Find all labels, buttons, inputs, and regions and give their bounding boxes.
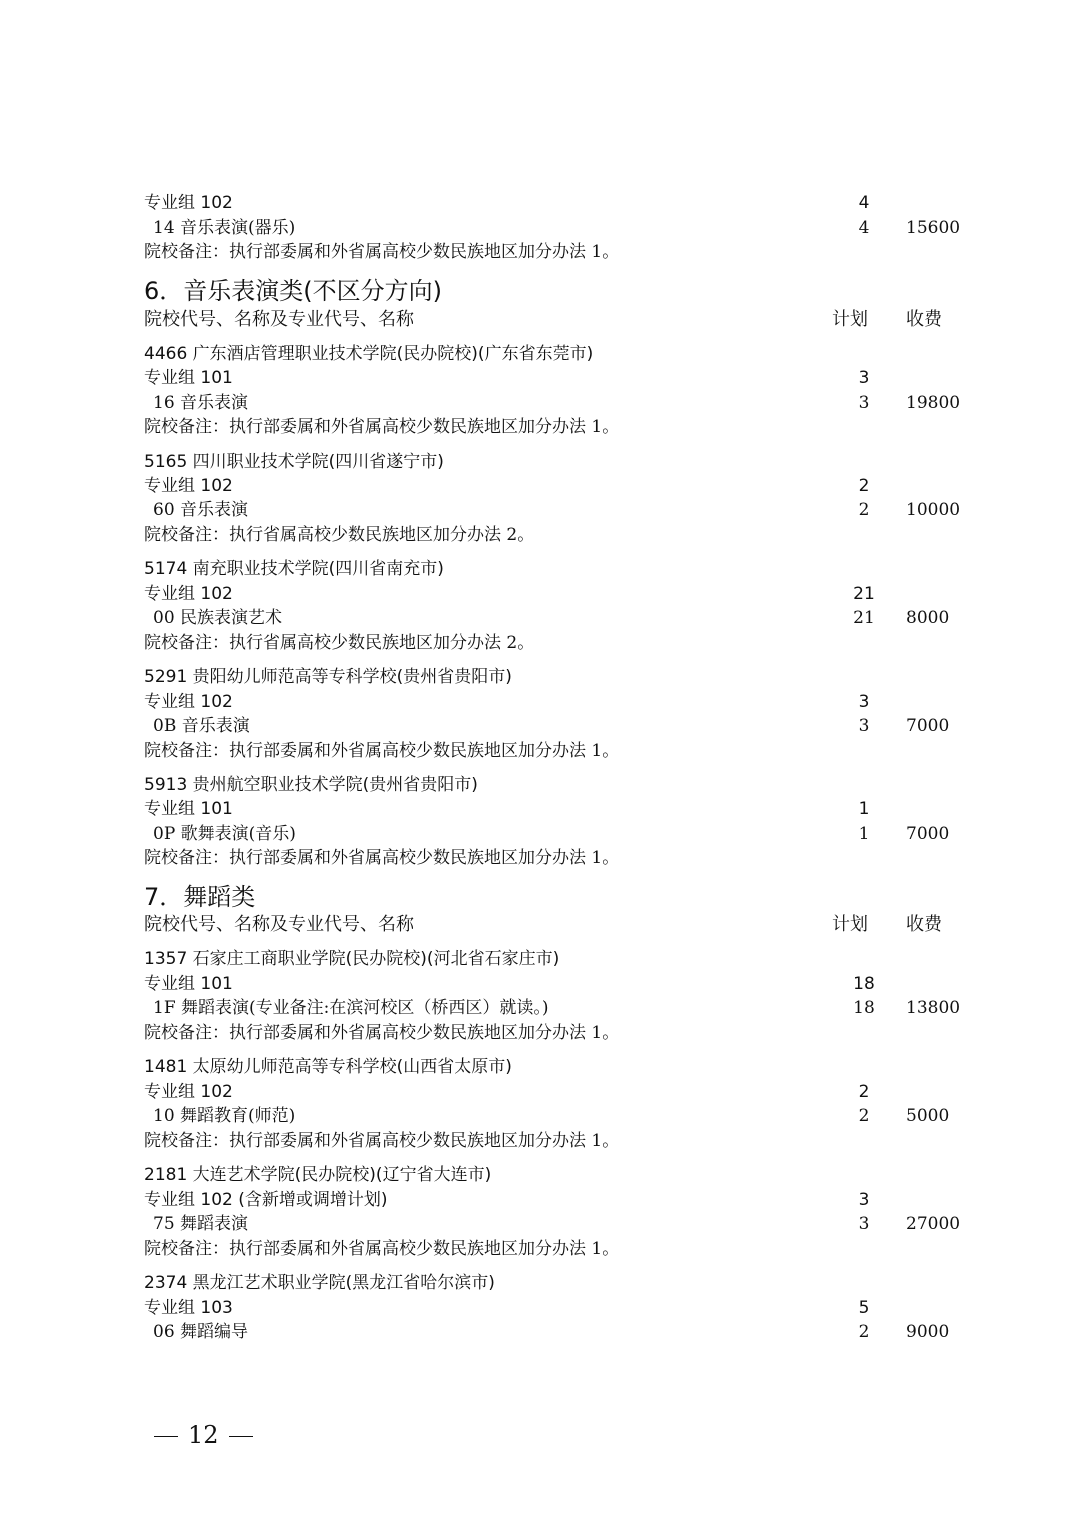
header-plan: 计划 bbox=[832, 309, 868, 330]
table-row bbox=[144, 191, 964, 215]
group-name: 专业组 102 bbox=[144, 692, 233, 712]
remark-label: 院校备注： bbox=[144, 525, 229, 545]
fee-value: 19800 bbox=[906, 393, 961, 413]
header-fee: 收费 bbox=[906, 914, 942, 935]
table-row bbox=[144, 714, 964, 738]
remark-label: 院校备注： bbox=[144, 741, 229, 761]
plan-value: 3 bbox=[858, 692, 870, 712]
plan-value: 2 bbox=[858, 500, 870, 520]
table-row bbox=[144, 1296, 964, 1320]
table-row bbox=[144, 846, 964, 870]
table-row bbox=[144, 342, 964, 366]
table-row bbox=[144, 391, 964, 415]
page-number-value: 12 bbox=[188, 1421, 219, 1449]
remark-body: 执行部委属和外省属高校少数民族地区加分办法 1。 bbox=[229, 1239, 620, 1259]
table-row bbox=[144, 996, 964, 1020]
plan-value: 18 bbox=[853, 974, 875, 994]
group-name: 专业组 102 bbox=[144, 584, 233, 604]
header-plan: 计划 bbox=[832, 914, 868, 935]
plan-value: 3 bbox=[858, 1214, 870, 1234]
plan-value: 1 bbox=[858, 799, 870, 819]
table-row bbox=[144, 1163, 964, 1187]
group-name: 专业组 102 (含新增或调增计划) bbox=[144, 1190, 388, 1210]
remark-text bbox=[144, 240, 619, 264]
remark-body: 执行部委属和外省属高校少数民族地区加分办法 1。 bbox=[229, 848, 620, 868]
table-row bbox=[144, 216, 964, 240]
table-row bbox=[144, 665, 964, 689]
table-row bbox=[144, 474, 964, 498]
school-name: 2374 黑龙江艺术职业学院(黑龙江省哈尔滨市) bbox=[144, 1273, 495, 1293]
remark-body: 执行省属高校少数民族地区加分办法 2。 bbox=[229, 633, 535, 653]
table-row bbox=[144, 1320, 964, 1344]
remark-body: 执行部委属和外省属高校少数民族地区加分办法 1。 bbox=[229, 1131, 620, 1151]
major-name: 1F 舞蹈表演(专业备注:在滨河校区（桥西区）就读。) bbox=[153, 998, 549, 1018]
header-name: 院校代号、名称及专业代号、名称 bbox=[144, 914, 414, 935]
remark-body: 执行部委属和外省属高校少数民族地区加分办法 1。 bbox=[229, 1023, 620, 1043]
fee-value: 5000 bbox=[906, 1106, 950, 1126]
dash-right bbox=[229, 1436, 253, 1437]
table-row bbox=[144, 1080, 964, 1104]
table-row bbox=[144, 557, 964, 581]
plan-value: 2 bbox=[858, 476, 870, 496]
remark-label: 院校备注： bbox=[144, 1131, 229, 1151]
plan-value: 21 bbox=[853, 608, 875, 628]
plan-value: 2 bbox=[858, 1322, 870, 1342]
major-name: 0P 歌舞表演(音乐) bbox=[153, 824, 296, 844]
remark-body: 执行部委属和外省属高校少数民族地区加分办法 1。 bbox=[229, 417, 620, 437]
table-row bbox=[144, 1188, 964, 1212]
header-name: 院校代号、名称及专业代号、名称 bbox=[144, 309, 414, 330]
table-row bbox=[144, 739, 964, 763]
plan-value: 21 bbox=[853, 584, 875, 604]
table-row bbox=[144, 1271, 964, 1295]
column-header bbox=[144, 913, 964, 937]
group-name: 专业组 103 bbox=[144, 1298, 233, 1318]
table-row bbox=[144, 797, 964, 821]
table-row bbox=[144, 690, 964, 714]
section-title: 6．音乐表演类(不区分方向) bbox=[144, 277, 442, 305]
fee-value: 9000 bbox=[906, 1322, 950, 1342]
table-row bbox=[144, 606, 964, 630]
remark-body: 执行省属高校少数民族地区加分办法 2。 bbox=[229, 525, 535, 545]
major-name: 06 舞蹈编导 bbox=[153, 1322, 249, 1342]
plan-value: 4 bbox=[858, 193, 870, 213]
fee-value: 27000 bbox=[906, 1214, 961, 1234]
table-row bbox=[144, 1104, 964, 1128]
plan-value: 2 bbox=[858, 1082, 870, 1102]
school-name: 5913 贵州航空职业技术学院(贵州省贵阳市) bbox=[144, 775, 478, 795]
fee-value: 13800 bbox=[906, 998, 961, 1018]
table-row bbox=[144, 523, 964, 547]
plan-value: 5 bbox=[858, 1298, 870, 1318]
section-title: 7．舞蹈类 bbox=[144, 883, 256, 911]
fee-value: 8000 bbox=[906, 608, 950, 628]
plan-value: 1 bbox=[858, 824, 870, 844]
remark-body: 执行部委属和外省属高校少数民族地区加分办法 1。 bbox=[229, 741, 620, 761]
group-name: 专业组 101 bbox=[144, 974, 233, 994]
major-name: 16 音乐表演 bbox=[153, 393, 249, 413]
major-name: 0B 音乐表演 bbox=[153, 716, 250, 736]
fee-value: 7000 bbox=[906, 824, 950, 844]
table-row bbox=[144, 1212, 964, 1236]
remark-label: 院校备注： bbox=[144, 417, 229, 437]
school-name: 5291 贵阳幼儿师范高等专科学校(贵州省贵阳市) bbox=[144, 667, 512, 687]
remark-text bbox=[144, 631, 534, 655]
remark-label: 院校备注： bbox=[144, 1239, 229, 1259]
fee-value: 7000 bbox=[906, 716, 950, 736]
table-row bbox=[144, 498, 964, 522]
remark-label: 院校备注： bbox=[144, 848, 229, 868]
table-row bbox=[144, 773, 964, 797]
table-row bbox=[144, 972, 964, 996]
page-number bbox=[144, 1420, 263, 1450]
school-name: 4466 广东酒店管理职业技术学院(民办院校)(广东省东莞市) bbox=[144, 344, 594, 364]
remark-label: 院校备注： bbox=[144, 242, 229, 262]
school-name: 5174 南充职业技术学院(四川省南充市) bbox=[144, 559, 444, 579]
plan-value: 2 bbox=[858, 1106, 870, 1126]
group-name: 专业组 101 bbox=[144, 368, 233, 388]
table-row bbox=[144, 240, 964, 264]
fee-value: 15600 bbox=[906, 218, 961, 238]
fee-value: 10000 bbox=[906, 500, 961, 520]
plan-value: 3 bbox=[858, 393, 870, 413]
plan-value: 3 bbox=[858, 368, 870, 388]
table-row bbox=[144, 1055, 964, 1079]
table-row bbox=[144, 415, 964, 439]
remark-label: 院校备注： bbox=[144, 1023, 229, 1043]
remark-text bbox=[144, 523, 534, 547]
remark-body: 执行部委属和外省属高校少数民族地区加分办法 1。 bbox=[229, 242, 620, 262]
school-name: 2181 大连艺术学院(民办院校)(辽宁省大连市) bbox=[144, 1165, 492, 1185]
dash-left bbox=[154, 1436, 178, 1437]
school-name: 5165 四川职业技术学院(四川省遂宁市) bbox=[144, 452, 444, 472]
plan-value: 18 bbox=[853, 998, 875, 1018]
school-name: 1481 太原幼儿师范高等专科学校(山西省太原市) bbox=[144, 1057, 512, 1077]
remark-text bbox=[144, 1237, 619, 1261]
major-name: 14 音乐表演(器乐) bbox=[153, 218, 296, 238]
table-row bbox=[144, 582, 964, 606]
remark-text bbox=[144, 1129, 619, 1153]
plan-value: 3 bbox=[858, 1190, 870, 1210]
table-row bbox=[144, 450, 964, 474]
school-name: 1357 石家庄工商职业学院(民办院校)(河北省石家庄市) bbox=[144, 949, 560, 969]
table-row bbox=[144, 631, 964, 655]
major-name: 60 音乐表演 bbox=[153, 500, 249, 520]
header-fee: 收费 bbox=[906, 309, 942, 330]
major-name: 00 民族表演艺术 bbox=[153, 608, 283, 628]
major-name: 75 舞蹈表演 bbox=[153, 1214, 249, 1234]
remark-text bbox=[144, 1021, 619, 1045]
table-row bbox=[144, 947, 964, 971]
plan-value: 3 bbox=[858, 716, 870, 736]
table-row bbox=[144, 366, 964, 390]
column-header bbox=[144, 308, 964, 332]
group-name: 专业组 102 bbox=[144, 1082, 233, 1102]
group-name: 专业组 102 bbox=[144, 476, 233, 496]
major-name: 10 舞蹈教育(师范) bbox=[153, 1106, 296, 1126]
group-name: 专业组 102 bbox=[144, 193, 233, 213]
table-row bbox=[144, 822, 964, 846]
group-name: 专业组 101 bbox=[144, 799, 233, 819]
remark-text bbox=[144, 846, 619, 870]
table-row bbox=[144, 1021, 964, 1045]
table-row bbox=[144, 1237, 964, 1261]
plan-value: 4 bbox=[858, 218, 870, 238]
table-row bbox=[144, 1129, 964, 1153]
remark-label: 院校备注： bbox=[144, 633, 229, 653]
remark-text bbox=[144, 739, 619, 763]
remark-text bbox=[144, 415, 619, 439]
